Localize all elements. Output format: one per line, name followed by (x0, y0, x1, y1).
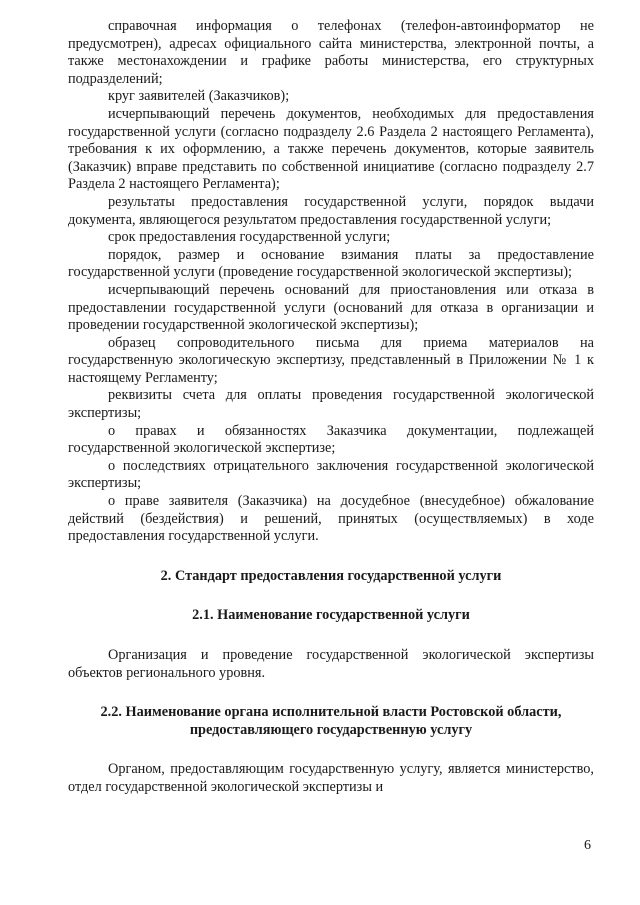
subsection-2-heading (68, 704, 594, 739)
paragraph-refusal-grounds: исчерпывающий перечень оснований для приостановления или отказа в предоставлении государственной услуги (оснований для отказа в организации и проведении государственной экологической экспертизы); (68, 281, 594, 334)
paragraph-fees: порядок, размер и основание взимания платы за предоставление государственной услуги (проведение государственной экологической экспертизы); (68, 246, 594, 281)
paragraph-term: срок предоставления государственной услуги; (108, 229, 391, 246)
paragraph-rights-duties: о правах и обязанностях Заказчика документации, подлежащей государственной экологической экспертизе; (68, 422, 594, 457)
subsection-1-text: Организация и проведение государственной экологической экспертизы объектов регионального уровня. (68, 647, 594, 681)
paragraph-negative-conclusion: о последствиях отрицательного заключения государственной экологической экспертизы; (68, 457, 594, 492)
paragraph-results: результаты предоставления государственной услуги, порядок выдачи документа, являющегося результатом предоставления государственной услуги; (68, 193, 594, 228)
document-page (68, 18, 594, 797)
section-heading: 2. Стандарт предоставления государственной услуги (160, 567, 502, 584)
paragraph-cover-letter: образец сопроводительного письма для приема материалов на государственную экологическую экспертизу, представленный в Приложении № 1 к настоящему Регламенту; (68, 334, 594, 386)
subsection-2-heading-line1: 2.2. Наименование органа исполнительной власти Ростовской области, (100, 704, 562, 721)
paragraph-appeal-right: о праве заявителя (Заказчика) на досудебное (внесудебное) обжалование действий (бездействия) и решений, принятых (осуществляемых) в ходе предоставления государственной услуги. (68, 493, 594, 545)
page-number: 6 (584, 838, 591, 853)
subsection-2-heading-line2: предоставляющего государственную услугу (189, 721, 473, 738)
paragraph-documents-list: исчерпывающий перечень документов, необходимых для предоставления государственной услуги (согласно подразделу 2.6 Раздела 2 настоящего Регламента), требования к их оформлению, а также перечень документов, которые заявитель (Заказчик) вправе представить по собственной инициативе (согласно подразделу 2.7 Раздела 2 настоящего Регламента); (68, 105, 594, 193)
subsection-2-text: Органом, предоставляющим государственную услугу, является министерство, отдел государственной экологической экспертизы и (68, 761, 594, 795)
paragraph-contact-info: справочная информация о телефонах (телефон-автоинформатор не предусмотрен), адресах официального сайта министерства, электронной почты, а также местонахождении и графике работы министерства, его структурных подразделений; (68, 18, 594, 87)
paragraph-account-details: реквизиты счета для оплаты проведения государственной экологической экспертизы; (68, 387, 594, 422)
subsection-1-heading: 2.1. Наименование государственной услуги (192, 607, 470, 624)
paragraph-applicants: круг заявителей (Заказчиков); (108, 88, 290, 105)
